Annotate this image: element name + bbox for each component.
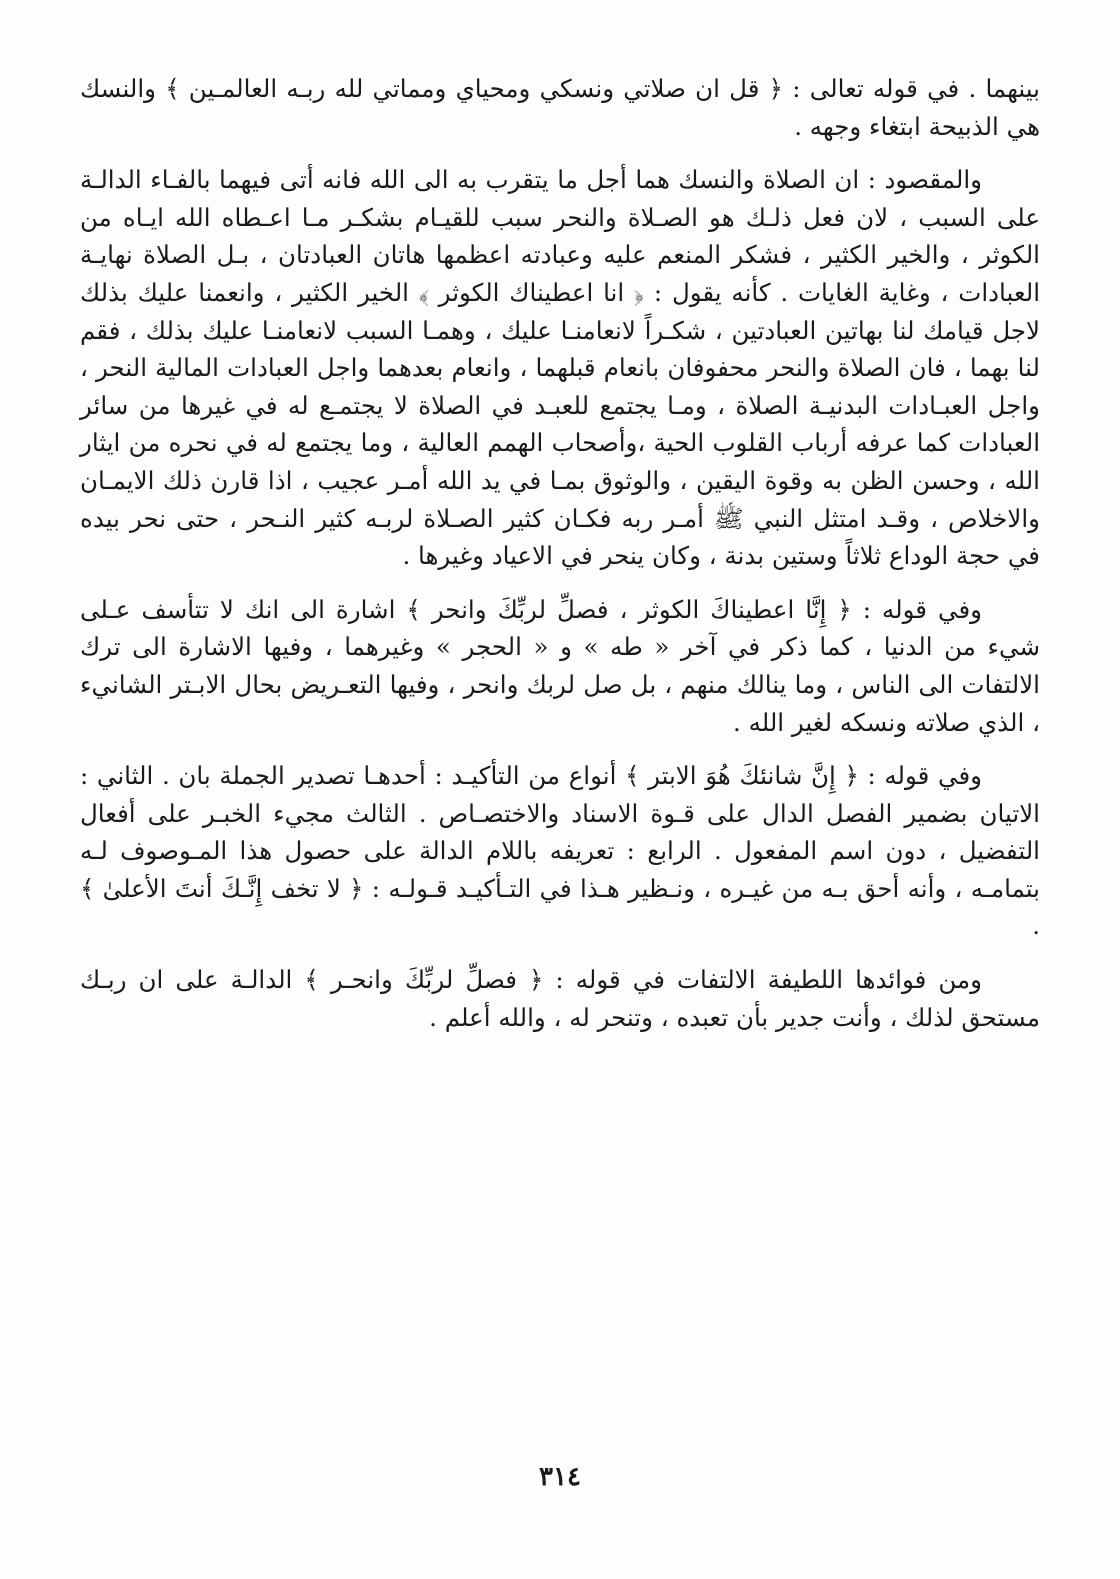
paragraph-2: والمقصود : ان الصلاة والنسك هما أجل ما يتقرب به الى الله فانه أتى فيهما بالفـاء الدالـة على السبب ، لان فعل ذلـك هو الصـلاة والنحر سبب للقيـام بشكـر مـا اعـطاه الله ايـاه من الكوثر ، والخير الكثير ، فشكر المنعم عليه وعبادته اعظمها هاتان العبادتان ، بـل الصلاة نهايـة العبادات ، وغاية الغايات . كأنه يقول : ﴿ انا اعطيناك الكوثر ﴾ الخير الكثير ، وانعمنا عليك بذلك لاجل قيامك لنا بهاتين العبادتين ، شكـراً لانعامنـا عليك ، وهمـا السبب لانعامنـا عليك بذلك ، فقم لنا بهما ، فان الصلاة والنحر محفوفان بانعام قبلهما ، وانعام بعدهما واجل العبادات المالية النحر ، واجل العبـادات البدنيـة الصلاة ، ومـا يجتمع للعبـد في الصلاة لا يجتمـع له في غيرها من سائر العبادات كما عرفه أرباب القلوب الحية ،وأصحاب الهمم العالية ، وما يجتمع له في نحره من ايثار الله ، وحسن الظن به وقوة اليقين ، والوثوق بمـا في يد الله أمـر عجيب ، اذا قارن ذلك الايمـان والاخلاص ، وقـد امتثل النبي ﷺ أمـر ربه فكـان كثير الصـلاة لربـه كثير النـحر ، حتى نحر بيده في حجة الوداع ثلاثاً وستين بدنة ، وكان ينحر في الاعياد وغيرها . — [80, 165, 1041, 571]
paragraph-5: ومن فوائدها اللطيفة الالتفات في قوله : ﴿ فصلِّ لربِّكَ وانحـر ﴾ الدالـة على ان ربـك مستحق لذلك ، وأنت جدير بأن تعبده ، وتنحر له ، والله أعلم . — [80, 965, 1040, 1032]
body-text — [80, 70, 1040, 1052]
page-number: ٣١٤ — [539, 1462, 581, 1492]
paragraph-4: وفي قوله : ﴿ إِنَّ شانئكَ هُوَ الابتر ﴾ أنواع من التأكيـد : أحدهـا تصدير الجملة بان . الثاني : الاتيان بضمير الفصل الدال على قـوة الاسناد والاختصـاص . الثالث مجيء الخبـر على أفعال التفضيل ، دون اسم المفعول . الرابع : تعريفه باللام الدالة على حصول هذا المـوصوف لـه بتمامـه ، وأنه أحق بـه من غيـره ، ونـظير هـذا في التـأكيـد قـولـه : ﴿ لا تخف إِنَّـكَ أنتَ الأعلىٰ ﴾ . — [80, 761, 1040, 941]
paragraph-3: وفي قوله : ﴿ إِنَّا اعطيناكَ الكوثر ، فصلِّ لربِّكَ وانحر ﴾ اشارة الى انك لا تتأسف عـلى شيء من الدنيا ، كما ذكر في آخر « طه » و « الحجر » وغيرهما ، وفيها الاشارة الى ترك الالتفات الى الناس ، وما ينالك منهم ، بل صل لربك وانحر ، وفيها التعـريض بحال الابـتر الشانيء ، الذي صلاته ونسكه لغير الله . — [80, 594, 1040, 737]
paragraph-1: بينهما . في قوله تعالى : ﴿ قل ان صلاتي ونسكي ومحياي ومماتي لله ربـه العالمـين ﴾ والنسك هي الذبيحة ابتغاء وجهه . — [80, 74, 1040, 141]
